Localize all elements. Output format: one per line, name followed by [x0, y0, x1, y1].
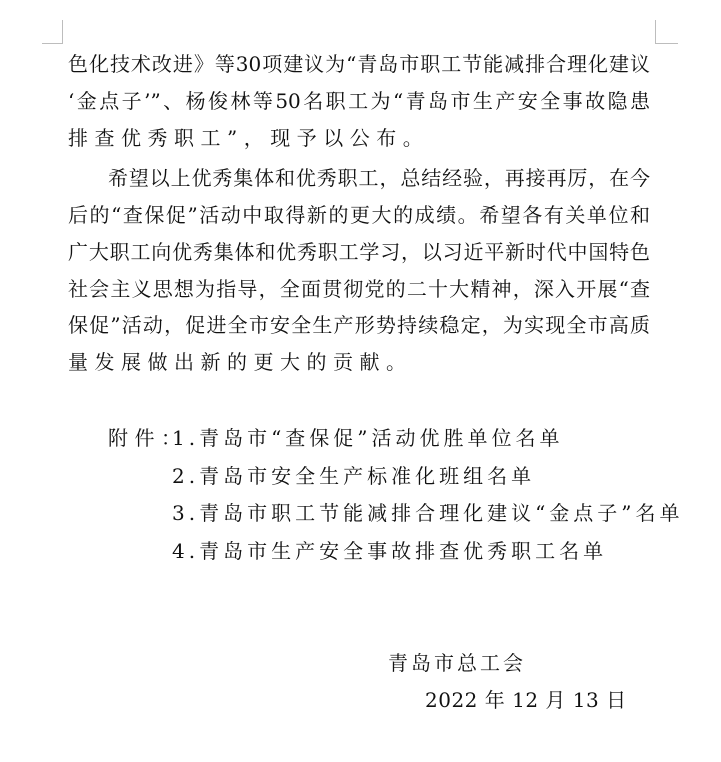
paragraph-line: 希望以上优秀集体和优秀职工，总结经验，再接再厉，在今 [108, 166, 650, 190]
attachment-item: 4.青岛市生产安全事故排查优秀职工名单 [172, 539, 608, 563]
margin-corner-top-left [42, 43, 63, 44]
attachment-item: 3.青岛市职工节能减排合理化建议“金点子”名单 [172, 501, 684, 525]
margin-corner-top-right [655, 43, 678, 44]
margin-corner-top-left [62, 20, 63, 44]
attachment-item: 1.青岛市“查保促”活动优胜单位名单 [172, 426, 564, 450]
attachment-item: 2.青岛市安全生产标准化班组名单 [172, 464, 536, 488]
signature-date: 2022 年 12 月 13 日 [425, 688, 627, 712]
paragraph-line: 广大职工向优秀集体和优秀职工学习，以习近平新时代中国特色 [68, 240, 650, 264]
paragraph-line: 保促”活动，促进全市安全生产形势持续稳定，为实现全市高质 [68, 313, 650, 337]
paragraph-line: 后的“查保促”活动中取得新的更大的成绩。希望各有关单位和 [68, 203, 650, 227]
paragraph-line: 量发展做出新的更大的贡献。 [68, 350, 413, 374]
signature-org: 青岛市总工会 [388, 651, 526, 675]
paragraph-line: 社会主义思想为指导，全面贯彻党的二十大精神，深入开展“查 [68, 277, 650, 301]
paragraph-line: 色化技术改进》等30项建议为“青岛市职工节能减排合理化建议 [68, 52, 650, 76]
attachments-label: 附件： [108, 426, 188, 450]
margin-corner-top-right [655, 20, 656, 44]
paragraph-line: 排查优秀职工”，现予以公布。 [68, 126, 430, 150]
paragraph-line: ‘金点子’”、杨俊林等50名职工为“青岛市生产安全事故隐患 [68, 89, 650, 113]
